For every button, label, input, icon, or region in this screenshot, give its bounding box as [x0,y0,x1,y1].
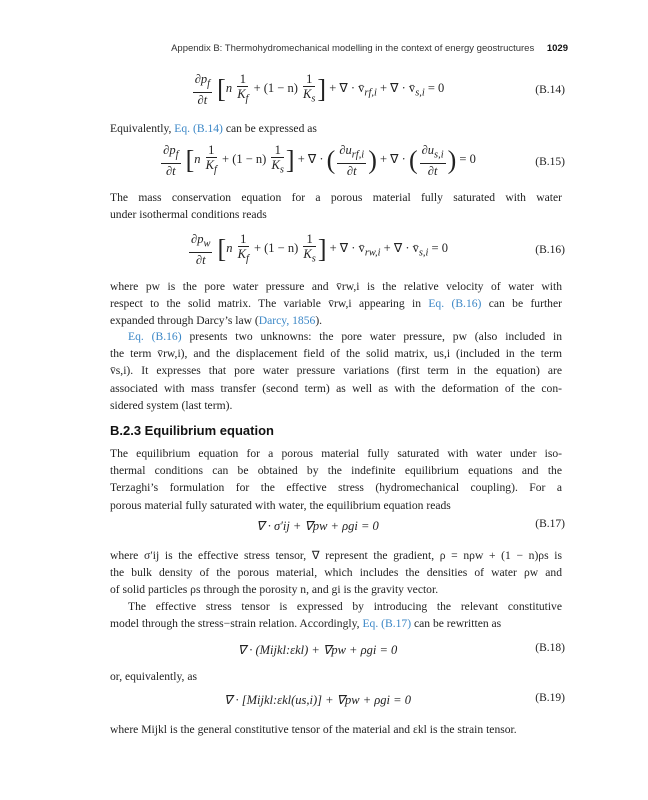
paragraph-mass-conservation: The mass conservation equation for a porous material fully saturated with water under isothermal conditions reads [110,191,562,222]
eq-b14-partial-frac: $\frac{\partial p_f}{\partial t}$ [194,72,211,107]
equation-label-b17: (B.17) [535,518,565,530]
eq-b18-body: ∇ · (Mijkl:εkl) + ∇pw + ρgi = 0 [237,643,398,657]
section-title: B.2.3 Equilibrium equation [110,423,274,438]
paragraph-constitutive-tensor: where Mijkl is the general constitutive tensor of the material and εkl is the strain tensor. [110,723,517,736]
paragraph-two-unknowns: Eq. (B.16) presents two unknowns: the pore water pressure, pw (also included in the term v̄rw,i), and the displacement field of the solid matrix, us,i (included in the term v̄s,i). It expresses that pore water pressure variations (first term in the equation) are associated with mass transfer (second term) as well as with the deformation of the con- sidered system (last term). [110,330,563,412]
link-eq-b16[interactable]: Eq. (B.16) [428,297,482,311]
paragraph-equivalently-2: or, equivalently, as [110,670,197,683]
equation-b16: $\frac{\partial p_w}{\partial t}$ [n $\frac{1}{K_f}$ + (1 − n) $\frac{1}{K_s}$ ] + ∇ · $v̄_{rw,i}$ + ∇ · $v̄_{s,i} = 0$ (B.16) [191,232,565,267]
equation-b19 [110,692,565,712]
link-eq-b17[interactable]: Eq. (B.17) [362,617,412,631]
paragraph-equilibrium: The equilibrium equation for a porous material fully saturated with water under iso- thermal conditions can be obtained by the indefinite equilibrium equations and the Terzaghi’s formulation for the effective stress (hydromechanical coupling). For a porous material fully saturated with water, the equilibrium equation reads [110,447,562,512]
equation-b17 [110,518,565,538]
equation-b14: $\frac{\partial p_f}{\partial t}$ [n $\frac{1}{K_f}$ + (1 − n) $\frac{1}{K_s}$ ] + ∇ · $v̄_{rf,i}$ + ∇ · $v̄_{s,i} = 0$ (B.14) [194,72,565,107]
eq-b19-body: ∇ · [Mijkl:εkl(us,i)] + ∇pw + ρgi = 0 [224,693,411,707]
running-title: Appendix B: Thermohydromechanical modelling in the context of energy geostructures [171,43,535,54]
equation-label-b18: (B.18) [535,642,565,654]
equation-label-b16: (B.16) [535,244,565,256]
equation-label-b19: (B.19) [535,692,565,704]
eq-b17-body: ∇ · σ′ij + ∇pw + ρgi = 0 [256,519,379,533]
running-header [171,43,568,54]
link-eq-b14[interactable]: Eq. (B.14) [174,122,223,135]
paragraph-effective-stress: where σ′ij is the effective stress tensor, ∇ represent the gradient, ρ = nρw + (1 − n)ρs is the bulk density of the porous material, which includes the densities of water ρw and of solid particles ρs through the porosity n, and gi is the gravity vector. [110,549,562,597]
equation-b18 [110,642,565,662]
paragraph-equivalently: Equivalently, Eq. (B.14) can be expressed as [110,122,317,135]
equation-label-b14: (B.14) [535,84,565,96]
paragraph-constitutive: The effective stress tensor is expressed by introducing the relevant constitutive model through the stress−strain relation. Accordingly, Eq. (B.17) can be rewritten as [110,600,562,631]
paragraph-pore-pressure: where pw is the pore water pressure and v̄rw,i is the relative velocity of water with respect to the solid matrix. The variable v̄rw,i appearing in Eq. (B.16) can be further expanded through Darcy’s law (Darcy, 1856). [110,280,562,328]
equation-label-b15: (B.15) [535,156,565,168]
link-darcy-1856[interactable]: Darcy, 1856 [258,314,316,328]
link-eq-b16-2[interactable]: Eq. (B.16) [128,330,182,343]
page-number: 1029 [546,43,568,54]
equation-b15: $\frac{\partial p_f}{\partial t}$ [n $\frac{1}{K_f}$ + (1 − n) $\frac{1}{K_s}$ ] + ∇ · ( $\frac{\partial u_{rf,i}}{\partial t}$ ) + ∇ · ( $\frac{\partial u_{s,i}}{\partial t}$ ) = 0 (B.15) [163,143,565,178]
